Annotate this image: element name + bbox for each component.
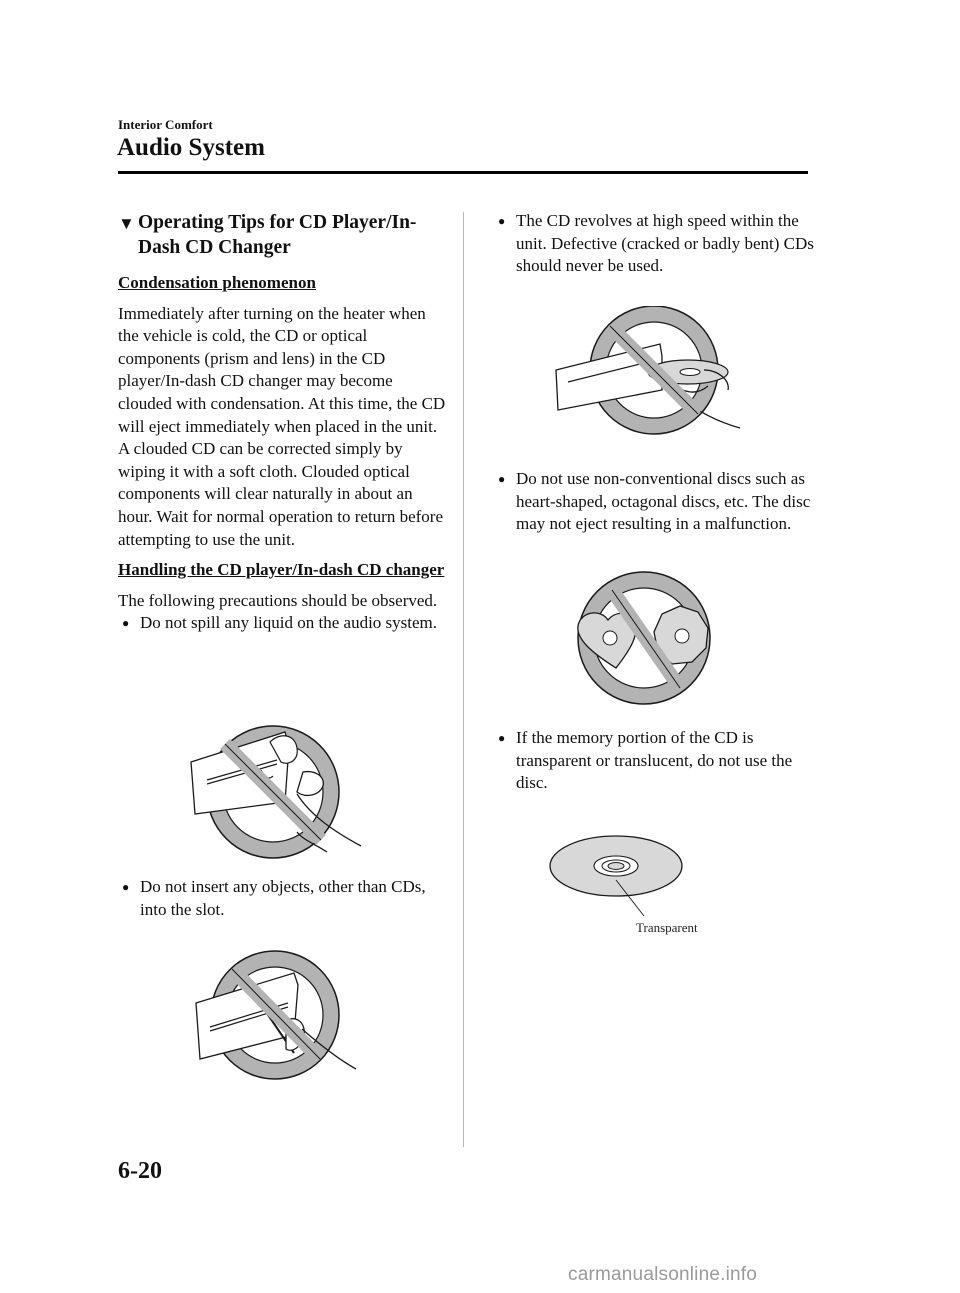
column-divider xyxy=(463,212,464,1147)
bullet-text: The CD revolves at high speed within the unit. Defective (cracked or badly bent) CDs should never be used. xyxy=(516,211,814,276)
bullet-dot-icon: ● xyxy=(498,731,506,745)
bullet-text: Do not use non-conventional discs such as heart-shaped, octagonal discs, etc. The disc may not eject resulting in a malfunction. xyxy=(516,469,811,534)
page-heading: Audio System xyxy=(117,134,265,161)
left-column xyxy=(118,210,448,635)
bullet-dot-icon: ● xyxy=(122,616,130,631)
bullet-text: Do not spill any liquid on the audio system. xyxy=(140,613,438,633)
defective-cd-illustration xyxy=(548,306,748,436)
condensation-subtitle: Condensation phenomenon xyxy=(118,273,316,292)
bullet-item xyxy=(494,210,824,278)
non-conventional-discs-illustration xyxy=(572,568,722,708)
left-column-lower xyxy=(118,876,448,921)
right-bullet-2 xyxy=(494,468,824,536)
transparent-label: Transparent xyxy=(636,920,698,935)
bullet-text: If the memory portion of the CD is transparent or translucent, do not use the disc. xyxy=(516,728,793,793)
main-section-title-text: Operating Tips for CD Player/In-Dash CD Changer xyxy=(138,212,417,258)
transparent-cd-illustration xyxy=(544,828,704,943)
bullet-dot-icon: ● xyxy=(122,880,130,894)
triangle-bullet-icon: ▼ xyxy=(118,214,135,233)
bullet-text: Do not insert any objects, other than CDs, into the slot. xyxy=(140,877,426,919)
bullet-item xyxy=(118,612,448,635)
watermark-text: carmanualsonline.info xyxy=(568,1264,758,1285)
handling-subtitle: Handling the CD player/In-dash CD changer xyxy=(118,560,445,580)
right-bullet-3 xyxy=(494,727,824,795)
no-objects-illustration xyxy=(190,943,365,1083)
no-liquid-illustration xyxy=(185,714,375,874)
header-rule xyxy=(118,171,808,174)
right-bullet-1 xyxy=(494,210,824,278)
condensation-text: Immediately after turning on the heater when the vehicle is cold, the CD or optical components (prism and lens) in the CD player/In-dash CD changer may become clouded with condensation. At this time, the CD will eject immediately when placed in the unit. A clouded CD can be corrected simply by wiping it with a soft cloth. Clouded optical components will clear naturally in about an hour. Wait for normal operation to return before attempting to use the unit. xyxy=(118,303,446,549)
bullet-item xyxy=(494,727,824,795)
bullet-item xyxy=(494,468,824,536)
handling-intro: The following precautions should be observed. xyxy=(118,590,438,610)
page-number: 6-20 xyxy=(118,1158,162,1184)
bullet-item xyxy=(118,876,448,921)
bullet-dot-icon: ● xyxy=(498,214,506,228)
main-section-title xyxy=(118,210,448,260)
bullet-dot-icon: ● xyxy=(498,472,506,486)
section-label: Interior Comfort xyxy=(118,117,213,132)
